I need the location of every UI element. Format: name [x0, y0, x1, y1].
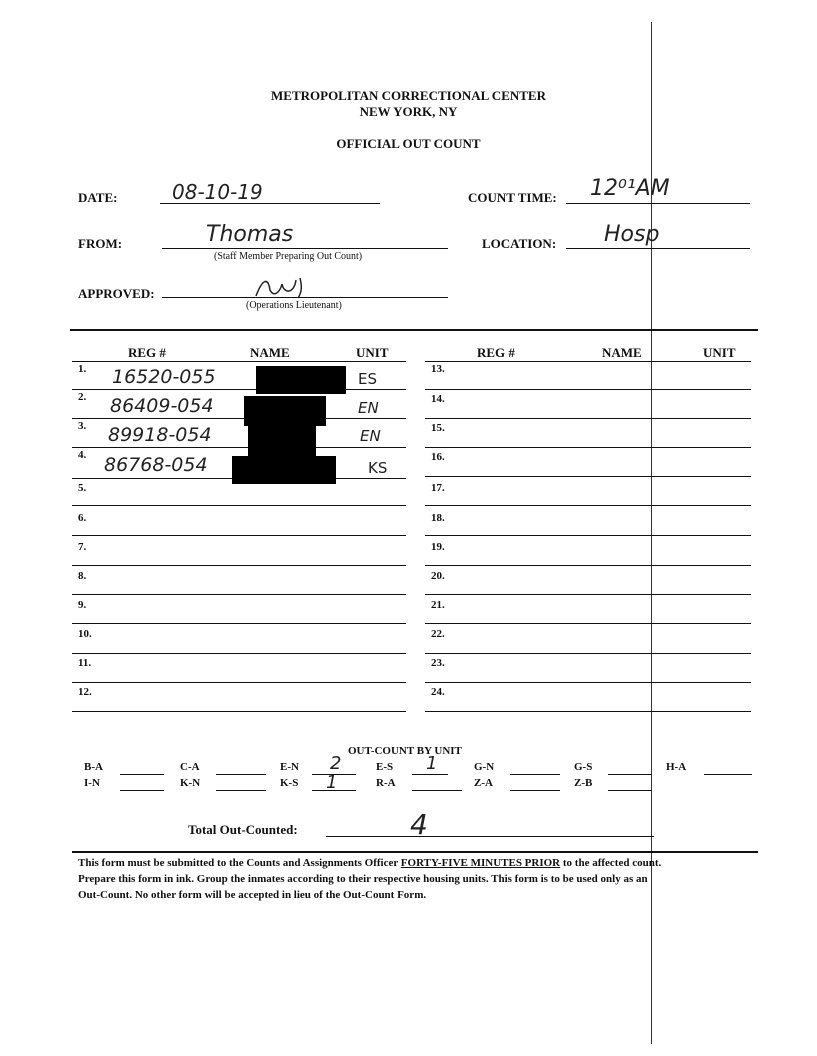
- unit-value: EN: [358, 399, 379, 417]
- row-number: 18.: [431, 512, 445, 524]
- unit-label: I-N: [84, 777, 100, 789]
- footer-emphasis: FORTY-FIVE MINUTES PRIOR: [400, 857, 561, 869]
- unit-label: H-A: [666, 761, 687, 773]
- row-number: 7.: [78, 541, 87, 553]
- row-number: 2.: [78, 391, 87, 403]
- count-time-label: COUNT TIME:: [468, 190, 557, 205]
- row-number: 9.: [78, 599, 87, 611]
- unit-value: KS: [368, 459, 388, 477]
- unit-value: 1: [326, 772, 338, 793]
- redaction-box: [244, 396, 326, 426]
- approved-signature: [240, 272, 350, 300]
- approved-label: APPROVED:: [78, 286, 155, 301]
- date-label: DATE:: [78, 190, 118, 205]
- approved-caption: (Operations Lieutenant): [246, 300, 342, 311]
- reg-value: 86409-054: [110, 395, 214, 417]
- row-number: 19.: [431, 541, 445, 553]
- unit-label: Z-B: [574, 777, 593, 789]
- institution-location: NEW YORK, NY: [359, 104, 458, 119]
- total-label: Total Out-Counted:: [188, 822, 298, 837]
- from-label: FROM:: [78, 236, 123, 251]
- row-number: 20.: [431, 570, 445, 582]
- unit-label: E-S: [376, 761, 394, 773]
- redaction-box: [232, 456, 336, 484]
- reg-value: 86768-054: [104, 454, 208, 476]
- form-title: OFFICIAL OUT COUNT: [336, 136, 481, 151]
- out-count-by-unit-title: OUT-COUNT BY UNIT: [348, 745, 462, 757]
- left-unit-header: UNIT: [356, 345, 389, 360]
- right-name-header: NAME: [602, 345, 642, 360]
- from-signature: Thomas: [206, 222, 294, 247]
- unit-label: K-N: [180, 777, 201, 789]
- unit-label: Z-A: [474, 777, 493, 789]
- footer-instructions: [78, 855, 768, 903]
- unit-label: C-A: [180, 761, 200, 773]
- footer-text: to the affected count.: [560, 857, 662, 869]
- row-number: 10.: [78, 628, 92, 640]
- row-number: 4.: [78, 449, 87, 461]
- institution-name: METROPOLITAN CORRECTIONAL CENTER: [271, 88, 546, 103]
- row-number: 1.: [78, 363, 87, 375]
- right-unit-header: UNIT: [703, 345, 736, 360]
- footer-text: Prepare this form in ink. Group the inmates according to their respective housing units. This form is to be used only as an: [78, 873, 648, 885]
- row-number: 21.: [431, 599, 445, 611]
- row-number: 11.: [78, 657, 92, 669]
- left-reg-header: REG #: [128, 345, 166, 360]
- unit-label: G-N: [474, 761, 495, 773]
- unit-value: EN: [360, 427, 381, 445]
- footer-text: This form must be submitted to the Counts and Assignments Officer: [78, 857, 401, 869]
- unit-label: E-N: [280, 761, 299, 773]
- row-number: 8.: [78, 570, 87, 582]
- unit-value: 2: [330, 753, 342, 774]
- unit-label: R-A: [376, 777, 396, 789]
- unit-label: B-A: [84, 761, 103, 773]
- row-number: 5.: [78, 482, 87, 494]
- row-number: 6.: [78, 512, 87, 524]
- row-number: 17.: [431, 482, 445, 494]
- unit-label: G-S: [574, 761, 593, 773]
- location-value: Hosp: [604, 222, 660, 247]
- right-reg-header: REG #: [477, 345, 515, 360]
- row-number: 13.: [431, 363, 445, 375]
- location-label: LOCATION:: [482, 236, 557, 251]
- unit-label: K-S: [280, 777, 299, 789]
- total-value: 4: [410, 808, 428, 841]
- unit-value: 1: [426, 753, 438, 774]
- row-number: 12.: [78, 686, 92, 698]
- row-number: 24.: [431, 686, 445, 698]
- reg-value: 89918-054: [108, 424, 212, 446]
- unit-value: ES: [358, 370, 377, 388]
- row-number: 16.: [431, 451, 445, 463]
- row-number: 22.: [431, 628, 445, 640]
- footer-text: Out-Count. No other form will be accepted in lieu of the Out-Count Form.: [78, 889, 427, 901]
- row-number: 14.: [431, 393, 445, 405]
- row-number: 15.: [431, 422, 445, 434]
- row-number: 3.: [78, 420, 87, 432]
- left-name-header: NAME: [250, 345, 290, 360]
- row-number: 23.: [431, 657, 445, 669]
- reg-value: 16520-055: [112, 366, 216, 388]
- count-time-value: 12⁰¹AM: [590, 176, 670, 201]
- redaction-box: [248, 424, 316, 456]
- redaction-box: [256, 366, 346, 394]
- date-value: 08-10-19: [172, 180, 263, 204]
- from-caption: (Staff Member Preparing Out Count): [214, 251, 363, 262]
